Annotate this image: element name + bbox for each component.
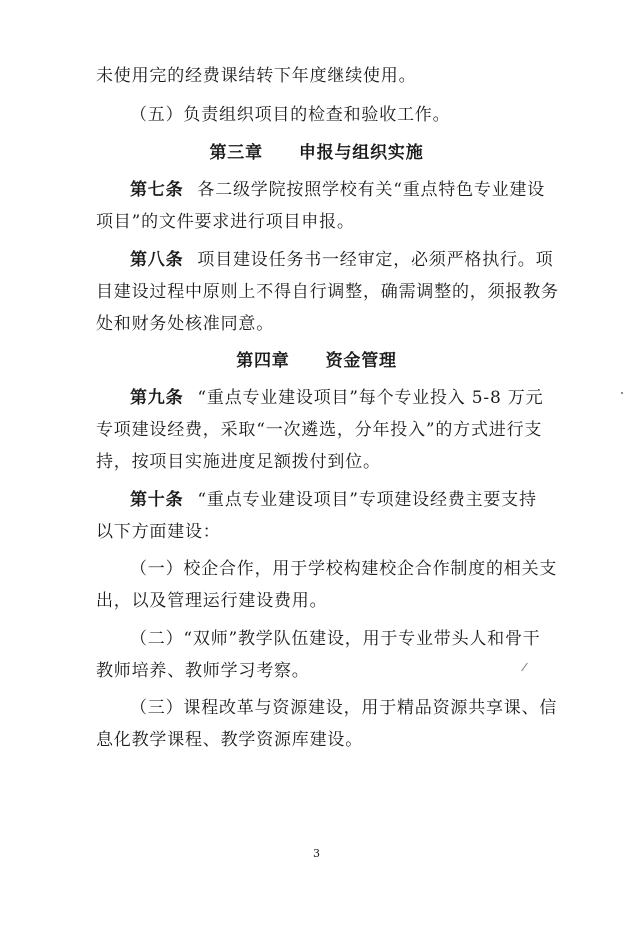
article-ten-line-2: 以下方面建设： [96, 522, 221, 542]
item-one-line-1: （一）校企合作，用于学校构建校企合作制度的相关支 [130, 559, 558, 579]
chapter-title: 资金管理 [325, 351, 397, 371]
article-text: 各二级学院按照学校有关“重点特色专业建设 [197, 180, 546, 200]
article-label: 第八条 [130, 250, 184, 270]
page-number: 3 [313, 847, 320, 860]
text-line: 未使用完的经费课结转下年度继续使用。 [96, 66, 417, 86]
chapter-number: 第四章 [236, 351, 290, 371]
article-eight-line-2: 目建设过程中原则上不得自行调整，确需调整的，须报教务 [96, 282, 559, 302]
item-two-line-1: （二）“双师”教学队伍建设，用于专业带头人和骨干 [130, 629, 541, 649]
article-nine-line-3: 持，按项目实施进度足额拨付到位。 [96, 452, 381, 472]
item-three-line-2: 息化教学课程、教学资源库建设。 [96, 730, 363, 750]
article-seven-line-2: 项目”的文件要求进行项目申报。 [96, 212, 355, 232]
chapter-number: 第三章 [209, 143, 263, 163]
chapter-four-heading [0, 349, 633, 373]
article-eight-line-3: 处和财务处核准同意。 [96, 314, 274, 334]
article-nine-line-2: 专项建设经费，采取“一次遴选，分年投入”的方式进行支 [96, 420, 543, 440]
item-one-line-2: 出，以及管理运行建设费用。 [96, 591, 328, 611]
article-eight-line-1 [130, 248, 590, 272]
article-text: “重点专业建设项目”每个专业投入 5-8 万元 [197, 388, 544, 408]
item-five: （五）负责组织项目的检查和验收工作。 [130, 105, 451, 125]
article-label: 第九条 [130, 388, 184, 408]
chapter-title: 申报与组织实施 [298, 143, 424, 163]
scan-speck [621, 392, 623, 394]
article-text: “重点专业建设项目”专项建设经费主要支持 [197, 490, 537, 510]
article-nine-line-1 [130, 386, 590, 410]
article-seven-line-1 [130, 178, 590, 202]
article-ten-line-1 [130, 488, 590, 512]
item-three-line-1: （三）课程改革与资源建设，用于精品资源共享课、信 [130, 698, 558, 718]
item-two-line-2: 教师培养、教师学习考察。 [96, 661, 310, 681]
article-label: 第十条 [130, 490, 184, 510]
chapter-three-heading [0, 141, 633, 165]
article-text: 项目建设任务书一经审定，必须严格执行。项 [197, 250, 554, 270]
article-label: 第七条 [130, 180, 184, 200]
